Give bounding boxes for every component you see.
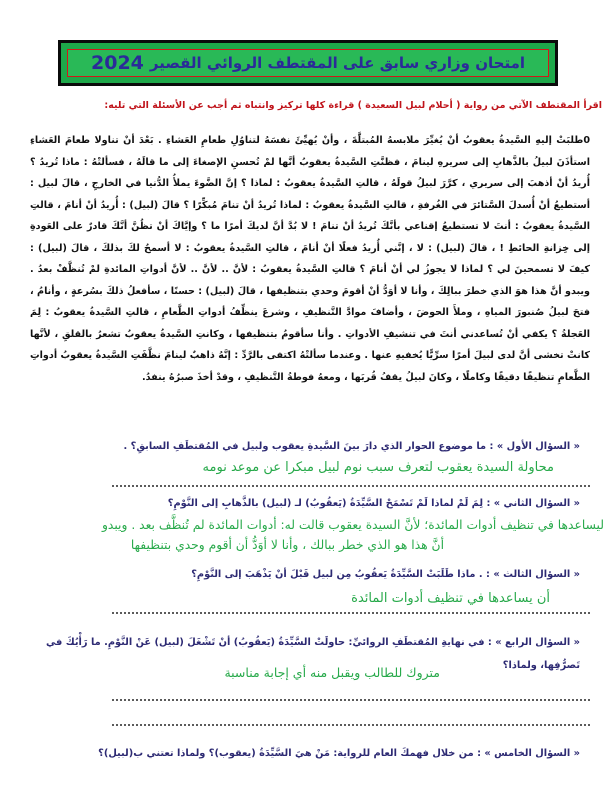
answer-line <box>112 612 590 614</box>
question-4-label: « السؤال الرابع » : <box>487 637 580 648</box>
question-5-text: من خلال فهمكَ العام للرواية: مَنْ هيَ السَّيِّدَةُ (يعقوب)؟ ولماذا تعتني ب(لبيل)؟ <box>98 748 474 759</box>
question-1-text: ما موضوع الحوار الذي دارَ بينَ السَّيدةِ يعقوب ولبيل في المُقتطَفِ السابقِ؟ . <box>123 441 487 452</box>
answer-2-line-1: ليساعدها في تنظيف أدوات المائدة؛ لأنَّ السيدة يعقوب قالت له: أدوات المائدة لم تُنظَّف بعد . ويبدو <box>101 518 604 532</box>
answer-3: أن يساعدها في تنظيف أدوات المائدة <box>351 591 550 606</box>
question-2-label: « السؤال الثاني » : <box>486 498 580 509</box>
title-banner <box>58 40 558 86</box>
title-year: 2024 <box>91 52 144 74</box>
answer-line <box>112 724 590 726</box>
question-4 <box>46 637 580 648</box>
question-4-text-line-2: تَصرُّفِها، ولماذا؟ <box>502 660 580 671</box>
answer-2-line-2: أنَّ هذا هو الذي خطر ببالك ، وأنا لا أوَدُّ أن أقوم وحدي بتنظيفها <box>130 538 444 552</box>
question-5 <box>98 748 580 759</box>
question-2 <box>168 498 580 509</box>
question-1 <box>124 441 581 452</box>
question-1-label: « السؤال الأول » : <box>489 441 580 452</box>
answer-4: متروك للطالب ويقبل منه أي إجابة مناسبة <box>224 665 440 680</box>
question-3-text: . ماذا طَلَبَتْ السَّيِّدَةُ يَعقُوبُ مِن لبيل قَبْلَ أنْ يَذْهَبَ إلى النَّوْمِ؟ <box>191 569 483 580</box>
intro-instruction: اقرأ المقتطف الآتي من رواية ( أحلام لبيل السعيدة ) قراءة كلها تركيز وانتباه ثم أجب عن الأسئلة التي تليه: <box>104 100 602 111</box>
question-2-text: لِمَ لَمْ لماذا لَمْ تَسْمَحْ السَّيِّدَةُ (يَعقُوبُ) لـ (لبيل) بالذَّهابِ إلى النَّوْمِ؟ <box>167 498 484 509</box>
title-banner-inner <box>67 49 549 77</box>
question-3-label: « السؤال الثالث » : <box>486 569 580 580</box>
answer-1: محاولة السيدة يعقوب لتعرف سبب نوم لبيل مبكرا عن موعد نومه <box>202 460 554 475</box>
answer-line <box>112 699 590 701</box>
question-4-text-line-1: في نهايةِ المُقتطَفِ الروائيِّ: حاولَتْ السَّيِّدَةُ (يَعقُوبُ) أنْ تَشْغَلَ (لبيل) عَنْ النَّوْمِ. ما رَأْيُكَ في <box>46 637 485 648</box>
passage-text: 0طلبَتْ إليهِ السَّيدةُ يعقوبُ أنْ يُغيِّرَ ملابسهُ المُبتلَّةَ ، وأنْ يُهيِّئَ نفسَهُ لتناوُلِ طعامِ العَشاءِ . بَعْدَ أنْ تناولا طعامَ العَشاءِ استأذَنَ لبيلُ بالذَّهابِ إلى سريرهِ لينامَ ، فظنَّتِ السَّيدةُ يعقوبُ أنَّها لمْ تُحسنِ الإصغاءَ إلى ما قالَهُ ، فسألتْهُ : ماذا تُريدُ ؟ أُريدُ أنْ أذهبَ إلى سريري ، كرَّرَ لبيلُ قولَهُ ، قالتِ السَّيدةُ يعقوبُ : لماذا ؟ إنَّ الضَّوءَ يملأُ الدُّنيا في الخارجِ ، قالَ لبيل : أستطيعُ أنْ أُسدلَ السَّتائرَ في الغُرفةِ ، قالتِ السَّيدةُ يعقوبُ : لماذا تُريدُ أنْ تنامَ مُبكِّرًا ؟ قالَ (لبيل) : أُريدُ أنْ أنامَ ، قالتِ السَّيدةُ يعقوبُ : أنتَ لا تستطيعُ إقناعي بأنَّكَ تُريدُ أنْ تنامَ ! لا بُدَّ أنَّ لديكَ أمرًا ما ؟ وإيَّاكَ أنْ تظُنَّ أنَّكَ قادرٌ على العَودةِ إلى خِزانةِ الحائطِ ! ، قالَ (لبيل) : لا ، إنَّني أُريدُ فعلًا أنْ أنامَ ، قالتِ السَّيدةُ يعقوبُ : لا أسمحُ لكَ بذلكَ ، قالَ (لبيل) : كيفَ لا تسمحينَ لي ؟ لماذا لا يجوزُ لي أنْ أنامَ ؟ قالتِ السَّيدةُ يعقوبُ : لأنَّ .. لأنَّ .. لأنَّ أدواتِ المائدةِ لمْ تُنظَّفْ بعدُ . ويبدو أنَّ هذا هوَ الذي خطرَ ببالِكَ ، وأنا لا أوَدُّ أنْ أقومَ وحدي بتنظيفها ، قالَ (لبيل) : حسنًا ، سأفعلُ ذلكَ بسُرعةٍ ، وأنامُ ، فتحَ لبيلُ صُنبورَ المياهِ ، وملأَ الحوضَ ، وأضافَ موادَّ التَّنظيفِ ، وشرعَ ينظِّفُ أدواتِ الطَّعامِ ، قالتِ السَّيدةُ يعقوبُ : لِمَ العَجلةُ ؟ يكفي أنْ تُساعدني أنتَ في تنشيفِ الأدواتِ . وأنا سأقومُ بتنظيفها ، وكانتِ السَّيدةُ يعقوبُ تشعرُ بالقلقِ ، لأنَّها كانتْ تخشى أنَّ لدى لبيلَ أمرًا سرِّيًّا يُخفيهِ عنها . وعندما سألتْهُ اكتفى بالرَّدِّ : إنَّهُ ذاهبٌ لينامَ نظَّفَتِ السَّيدةُ يعقوبُ أدواتِ الطَّعامِ تنظيفًا دقيقًا وكاملًا ، وكانَ لبيلُ يقفُ قُربَها ، ومعهُ فوطةُ التَّنظيفِ ، وقدْ أخذَ صبرُهُ ينفدُ. <box>30 135 590 383</box>
page-title: امتحان وزاري سابق على المقتطف الروائي القصير <box>149 54 525 72</box>
question-3 <box>191 569 580 580</box>
question-5-label: « السؤال الخامس » : <box>477 748 580 759</box>
answer-line <box>112 485 590 487</box>
